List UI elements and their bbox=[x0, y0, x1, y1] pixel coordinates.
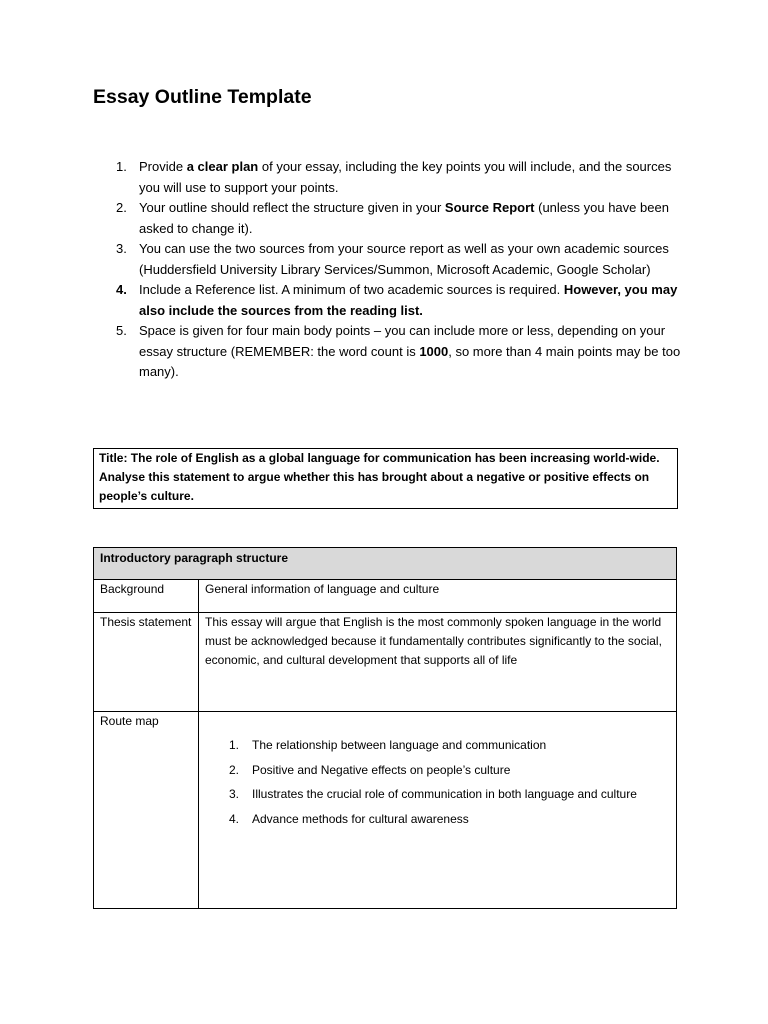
list-item bbox=[205, 733, 670, 758]
intro-paragraph-table bbox=[93, 547, 677, 909]
instruction-text: of your essay, including the key points you will include, and the sources you will use to support your points. bbox=[139, 159, 672, 195]
list-item bbox=[205, 782, 670, 807]
instruction-number: 2. bbox=[116, 200, 127, 215]
thesis-label: Thesis statement bbox=[94, 613, 199, 712]
route-map-cell bbox=[199, 712, 677, 909]
instruction-text-bold: a clear plan bbox=[186, 159, 259, 174]
route-map-label: Route map bbox=[94, 712, 199, 909]
instruction-number: 3. bbox=[116, 241, 127, 256]
instruction-number: 1. bbox=[116, 159, 127, 174]
essay-title-text: Title: The role of English as a global language for communication has been increasing world-wide. Analyse this statement to argue whether this has brought about a negative or positive effects on people’s culture. bbox=[99, 451, 660, 503]
instruction-item bbox=[93, 198, 683, 239]
page-title: Essay Outline Template bbox=[93, 86, 312, 108]
instruction-text: Your outline should reflect the structure given in your bbox=[139, 200, 445, 215]
instruction-item bbox=[93, 321, 683, 383]
table-row bbox=[94, 613, 677, 712]
table-header-row bbox=[94, 548, 677, 580]
instruction-text: , so more than 4 main points may be too many). bbox=[139, 343, 681, 379]
instruction-item bbox=[93, 157, 683, 198]
instruction-number: 4. bbox=[116, 282, 127, 297]
route-text: Advance methods for cultural awareness bbox=[252, 811, 469, 826]
list-item bbox=[205, 807, 670, 832]
table-row bbox=[94, 712, 677, 909]
thesis-value: This essay will argue that English is the most commonly spoken language in the world must be acknowledged because it fundamentally contributes significantly to the social, economic, and cultural development that supports all of life bbox=[199, 613, 677, 712]
instruction-text: Space is given for four main body points – you can include more or less, depending on your essay structure (REMEMBER: the word count is bbox=[139, 323, 666, 359]
route-text: Positive and Negative effects on people’s culture bbox=[252, 762, 511, 777]
instruction-number: 5. bbox=[116, 323, 127, 338]
instruction-text: (unless you have been asked to change it). bbox=[139, 200, 669, 236]
table-row bbox=[94, 580, 677, 613]
instruction-text: Include a Reference list. A minimum of two academic sources is required. bbox=[139, 282, 564, 297]
route-map-list bbox=[205, 733, 670, 831]
route-number: 2. bbox=[229, 762, 240, 777]
instruction-text-bold: However, you may also include the sources from the reading list. bbox=[139, 282, 678, 318]
instruction-text: You can use the two sources from your source report as well as your own academic sources (Huddersfield University Library Services/Summon, Microsoft Academic, Google Scholar) bbox=[139, 241, 669, 277]
instructions-list bbox=[93, 157, 683, 383]
instruction-item bbox=[93, 280, 683, 321]
instruction-text-bold: Source Report bbox=[444, 200, 535, 215]
background-value: General information of language and culture bbox=[199, 580, 677, 613]
route-text: The relationship between language and communication bbox=[252, 738, 547, 752]
essay-title-box bbox=[93, 448, 678, 509]
instruction-item bbox=[93, 239, 683, 280]
route-number: 3. bbox=[229, 787, 240, 801]
route-text: Illustrates the crucial role of communication in both language and culture bbox=[252, 787, 637, 801]
route-number: 4. bbox=[229, 811, 240, 826]
route-number: 1. bbox=[229, 738, 240, 752]
background-label: Background bbox=[94, 580, 199, 613]
instruction-text: Provide bbox=[139, 159, 187, 174]
instruction-text-bold: 1000 bbox=[419, 343, 449, 359]
table-header-cell: Introductory paragraph structure bbox=[94, 548, 677, 580]
list-item bbox=[205, 758, 670, 783]
